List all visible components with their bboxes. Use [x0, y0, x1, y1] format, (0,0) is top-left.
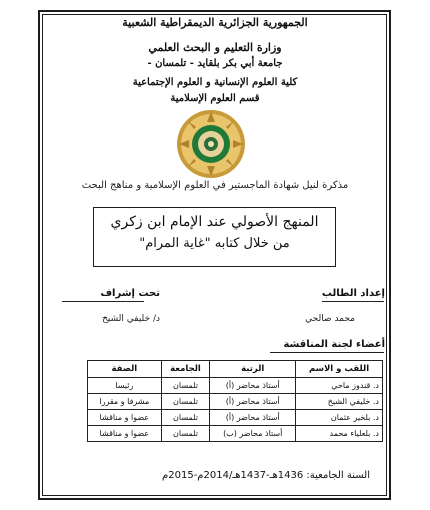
thesis-title-line2: من خلال كتابه "غاية المرام" — [139, 236, 290, 251]
member-rank: أستاذ محاضر (أ) — [210, 394, 296, 410]
member-university: تلمسان — [161, 394, 210, 410]
committee-underline — [270, 352, 384, 353]
supervisor-name: د/ خليفي الشيخ — [102, 314, 160, 324]
ministry-heading: وزارة التعليم و البحث العلمي — [148, 41, 282, 54]
student-name: محمد صالحي — [305, 314, 355, 324]
member-name: د. بلخير عثمان — [296, 410, 383, 426]
column-header-role: الصفة — [88, 361, 162, 378]
university-logo-emblem — [175, 108, 247, 180]
column-header-name: اللقب و الاسم — [296, 361, 383, 378]
member-role: مشرفا و مقررا — [88, 394, 162, 410]
table-row — [88, 410, 383, 426]
table-row — [88, 426, 383, 442]
member-university: تلمسان — [161, 378, 210, 394]
member-rank: أستاذ محاضر (ب) — [210, 426, 296, 442]
committee-label: أعضاء لجنة المناقشة — [283, 339, 385, 350]
faculty-heading: كلية العلوم الإنسانية و العلوم الإجتماعية — [132, 77, 298, 88]
committee-table — [87, 360, 383, 442]
member-university: تلمسان — [161, 426, 210, 442]
member-role: رئيسا — [88, 378, 162, 394]
member-name: د. خليفي الشيخ — [296, 394, 383, 410]
member-role: عضوا و مناقشا — [88, 410, 162, 426]
member-name: د. بلعلياء محمد — [296, 426, 383, 442]
table-row — [88, 394, 383, 410]
member-name: د. قندوز ماحي — [296, 378, 383, 394]
department-heading: قسم العلوم الإسلامية — [170, 93, 260, 104]
table-row — [88, 378, 383, 394]
column-header-rank: الرتبة — [210, 361, 296, 378]
member-role: عضوا و مناقشا — [88, 426, 162, 442]
memo-subtitle: مذكرة لنيل شهادة الماجستير في العلوم الإسلامية و مناهج البحث — [81, 180, 349, 191]
member-university: تلمسان — [161, 410, 210, 426]
column-header-university: الجامعة — [161, 361, 210, 378]
university-heading: جامعة أبي بكر بلقايد - تلمسان - — [147, 58, 283, 69]
member-rank: أستاذ محاضر (أ) — [210, 378, 296, 394]
prepared-by-underline — [322, 301, 384, 302]
republic-heading: الجمهورية الجزائرية الديمقراطية الشعبية — [122, 16, 308, 29]
thesis-title-line1: المنهج الأصولي عند الإمام ابن زكري — [110, 214, 319, 230]
supervisor-underline — [62, 301, 144, 302]
member-rank: أستاذ محاضر (أ) — [210, 410, 296, 426]
committee-table-header — [88, 361, 383, 378]
academic-year: السنة الجامعية: 1436هـ-1437هـ/2014م-2015م — [162, 470, 370, 481]
supervisor-label: تحت إشراف — [100, 288, 160, 299]
prepared-by-label: إعداد الطالب — [321, 288, 385, 299]
